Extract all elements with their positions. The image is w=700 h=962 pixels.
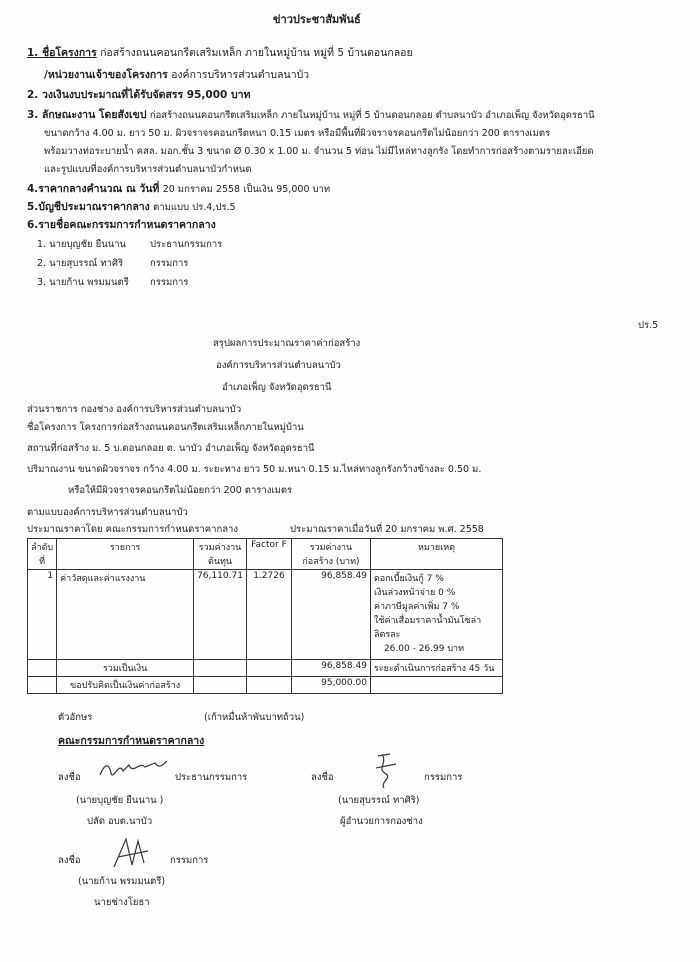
header-total: รวมค่างานก่อสร้าง (บาท) [291,539,370,570]
form-estimator: ประมาณราคาโดย คณะกรรมการกำหนดราคากลาง [27,524,238,535]
form-title3: อำเภอเพ็ญ จังหวัดอุดรธานี [222,382,332,393]
item1-label: 1. ชื่อโครงการ [27,47,97,59]
header-no: ลำดับที่ [28,539,57,570]
letters-text: (เก้าหมื่นห้าพันบาทถ้วน) [204,712,305,723]
committee-role-2: กรรมการ [150,258,189,269]
row-remarks [370,570,502,660]
duration: ระยะดำเนินการก่อสร้าง 45 วัน [370,660,502,677]
sig2-sign: ลงชื่อ [311,772,334,783]
item1-text: ก่อสร้างถนนคอนกรีตเสริมเหล็ก ภายในหมู่บ้าน หมู่ที่ 5 บ้านดอนกลอย [100,47,413,59]
table-round-row [28,677,503,694]
remark-5: 26.00 - 26.99 บาท [383,644,465,654]
form-title1: สรุปผลการประมาณราคาค่าก่อสร้าง [213,338,361,349]
item3-line1: ก่อสร้างถนนคอนกรีตเสริมเหล็ก ภายในหมู่บ้าน หมู่ที่ 5 บ้านดอนกลอย ตำบลนาบัว อำเภอเพ็ญ จังหวัดอุดรธานี [149,110,595,121]
sig1-sign: ลงชื่อ [58,772,81,783]
table-row [28,570,503,660]
item1 [27,44,413,61]
row-total: 96,858.49 [291,570,370,660]
remark-3: ค่าภาษีมูลค่าเพิ่ม 7 % [373,602,460,612]
row-factor: 1.2726 [246,570,291,660]
sig2-name: (นายสุบรรณ์ ทาศิริ) [338,795,420,806]
committee-role-3: กรรมการ [150,277,189,288]
header-item: รายการ [57,539,194,570]
sig3-position: นายช่างโยธา [94,897,150,908]
committee-role-1: ประธานกรรมการ [150,239,223,250]
table-header-row [28,539,503,570]
form-volume: ปริมาณงาน ขนาดผิวจราจร กว้าง 4.00 ม. ระยะทาง ยาว 50 ม.หนา 0.15 ม.ไหล่ทางลูกรังกว้างข้างละ 0.50 ม. [27,464,482,475]
item3-line2: ขนาดกว้าง 4.00 ม. ยาว 50 ม. ผิวจราจรคอนกรีตหนา 0.15 เมตร หรือมีพื้นที่ผิวจราจรคอนกรีตไม่น้อยกว่า 200 ตารางเมตร [44,128,551,139]
round-label: ขอปรับคิดเป็นเงินค่าก่อสร้าง [57,677,194,694]
committee-name-1: 1. นายบุญชัย ยืนนาน [37,239,127,250]
item4-text: 20 มกราคม 2558 เป็นเงิน 95,000 บาท [162,184,331,195]
form-site: สถานที่ก่อสร้าง ม. 5 บ.ดอนกลอย ต. นาบัว อำเภอเพ็ญ จังหวัดอุดรธานี [27,443,315,454]
form-estimate-date: ประมาณราคาเมื่อวันที่ 20 มกราคม พ.ศ. 2558 [290,524,484,535]
form-code: ปร.5 [638,320,659,331]
estimate-table [27,538,503,694]
committee-heading: คณะกรรมการกำหนดราคากลาง [58,735,205,747]
item3 [27,106,595,123]
table-sum-row [28,660,503,677]
item5 [27,198,236,215]
sig1-name: (นายบุญชัย ยืนนาน ) [76,795,164,806]
item2: 2. วงเงินงบประมาณที่ได้รับจัดสรร 95,000 บาท [27,89,251,101]
agency [44,66,309,83]
committee-name-3: 3. นายก้าน พรมมนตรี [37,277,129,288]
sig3-sign: ลงชื่อ [58,855,81,866]
item4-label: 4.ราคากลางคำนวณ ณ วันที่ [27,183,160,195]
row-item: ค่าวัสดุและค่าแรงงาน [57,570,194,660]
item6: 6.รายชื่อคณะกรรมการกำหนดราคากลาง [27,219,216,231]
form-dept: ส่วนราชการ กองช่าง องค์การบริหารส่วนตำบลนาบัว [27,404,242,415]
remark-2: เงินล่วงหน้าจ่าย 0 % [373,588,456,598]
signature-2-mark [370,750,402,790]
committee-name-2: 2. นายสุบรรณ์ ทาศิริ [37,258,124,269]
sig2-role: กรรมการ [424,772,463,783]
announcement-title: ข่าวประชาสัมพันธ์ [273,13,361,26]
sig3-name: (นายก้าน พรมมนตรี) [78,876,166,887]
sig3-role: กรรมการ [170,855,209,866]
signature-1-mark [95,755,170,783]
row-cost: 76,110.71 [194,570,247,660]
item3-label: 3. ลักษณะงาน โดยสังเขป [27,109,147,121]
sig1-role: ประธานกรรมการ [175,772,248,783]
item4 [27,180,330,197]
form-area: หรือให้มีผิวจราจรคอนกรีตไม่น้อยกว่า 200 ตารางเมตร [68,485,293,496]
sum-label: รวมเป็นเงิน [57,660,194,677]
agency-label: /หน่วยงานเจ้าของโครงการ [44,69,168,81]
item3-line3: พร้อมวางท่อระบายน้ำ คสล. มอก.ชั้น 3 ขนาด Ø 0.30 x 1.00 ม. จำนวน 5 ท่อน ไม่มีไหล่ทางลูกรัง โดยทำการก่อสร้างตามรายละเอียด [44,146,594,157]
item5-label: 5.บัญชีประมาณราคากลาง [27,201,150,213]
form-project: ชื่อโครงการ โครงการก่อสร้างถนนคอนกรีตเสริมเหล็กภายในหมู่บ้าน [27,422,304,433]
row-no: 1 [28,570,57,660]
agency-text: องค์การบริหารส่วนตำบลนาบัว [171,69,310,81]
header-cost: รวมค่างาน ต้นทุน [194,539,247,570]
sum-value: 96,858.49 [291,660,370,677]
letters-label: ตัวอักษร [58,712,93,723]
form-title2: องค์การบริหารส่วนตำบลนาบัว [216,360,341,371]
item3-line4: และรูปแบบที่องค์การบริหารส่วนตำบลนาบัวกำหนด [44,164,252,175]
sig2-position: ผู้อำนวยการกองช่าง [340,816,423,827]
remark-4: ใช้ค่าเสื่อมราคาน้ำมันโซล่า ลิตรละ [373,616,482,640]
form-pattern: ตามแบบองค์การบริหารส่วนตำบลนาบัว [27,507,188,518]
signature-3-mark [110,835,152,871]
header-factor: Factor F [246,539,291,570]
sig1-position: ปลัด อบต.นาบัว [87,816,153,827]
item5-text: ตามแบบ ปร.4,ปร.5 [153,202,236,213]
round-value: 95,000.00 [291,677,370,694]
header-remark: หมายเหตุ [370,539,502,570]
remark-1: ดอกเบี้ยเงินกู้ 7 % [373,574,444,584]
